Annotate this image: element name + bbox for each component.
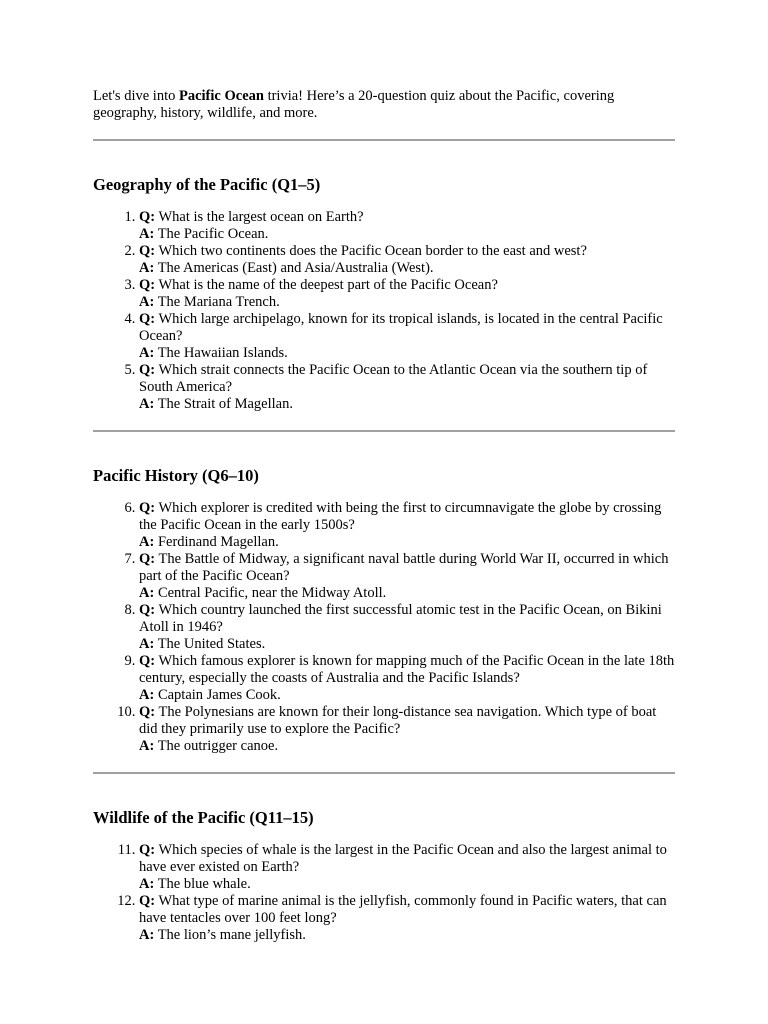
q-label: Q: — [139, 602, 156, 618]
question-line — [139, 362, 675, 396]
q-label: Q: — [139, 842, 156, 858]
divider — [93, 430, 675, 432]
question-text: The Polynesians are known for their long-distance sea navigation. Which type of boat did they primarily use to explore the Pacific? — [139, 704, 657, 737]
a-label: A: — [139, 345, 155, 361]
question-text: What is the largest ocean on Earth? — [158, 209, 364, 225]
question-text: Which explorer is credited with being the first to circumnavigate the globe by crossing the Pacific Ocean in the early 1500s? — [139, 500, 662, 533]
a-label: A: — [139, 585, 155, 601]
a-label: A: — [139, 687, 155, 703]
list-item — [139, 209, 675, 243]
question-text: Which famous explorer is known for mapping much of the Pacific Ocean in the late 18th century, especially the coasts of Australia and the Pacific Islands? — [139, 653, 675, 686]
answer-text: The blue whale. — [157, 876, 251, 892]
a-label: A: — [139, 636, 155, 652]
list-item — [139, 277, 675, 311]
q-label: Q: — [139, 277, 156, 293]
question-list — [93, 842, 675, 944]
question-text: Which species of whale is the largest in the Pacific Ocean and also the largest animal to have ever existed on Earth? — [139, 842, 667, 875]
answer-line — [139, 927, 675, 944]
a-label: A: — [139, 294, 155, 310]
divider — [93, 139, 675, 141]
answer-line — [139, 585, 675, 602]
question-list — [93, 500, 675, 755]
question-text: Which strait connects the Pacific Ocean to the Atlantic Ocean via the southern tip of South America? — [139, 362, 648, 395]
intro-bold: Pacific Ocean — [178, 88, 264, 104]
section-title: Wildlife of the Pacific (Q11–15) — [93, 808, 314, 827]
a-label: A: — [139, 260, 155, 276]
question-line — [139, 277, 675, 294]
question-text: Which large archipelago, known for its tropical islands, is located in the central Pacific Ocean? — [139, 311, 663, 344]
answer-line — [139, 876, 675, 893]
q-label: Q: — [139, 893, 156, 909]
answer-text: Captain James Cook. — [157, 687, 281, 703]
list-item — [139, 243, 675, 277]
question-line — [139, 500, 675, 534]
answer-text: Central Pacific, near the Midway Atoll. — [157, 585, 387, 601]
a-label: A: — [139, 396, 155, 412]
question-line — [139, 311, 675, 345]
list-item — [139, 362, 675, 413]
section-wildlife — [93, 808, 675, 944]
list-item — [139, 893, 675, 944]
list-item — [139, 500, 675, 551]
list-item — [139, 704, 675, 755]
question-text: What type of marine animal is the jellyfish, commonly found in Pacific waters, that can have tentacles over 100 feet long? — [139, 893, 667, 926]
intro-prefix: Let's dive into — [93, 88, 179, 104]
answer-text: The Hawaiian Islands. — [157, 345, 288, 361]
answer-line — [139, 738, 675, 755]
answer-text: The Pacific Ocean. — [157, 226, 269, 242]
answer-line — [139, 226, 675, 243]
answer-line — [139, 534, 675, 551]
answer-text: The Strait of Magellan. — [157, 396, 293, 412]
question-line — [139, 602, 675, 636]
answer-line — [139, 345, 675, 362]
question-text: Which two continents does the Pacific Ocean border to the east and west? — [158, 243, 587, 259]
answer-text: The Americas (East) and Asia/Australia (West). — [157, 260, 434, 276]
question-text: The Battle of Midway, a significant naval battle during World War II, occurred in which part of the Pacific Ocean? — [139, 551, 669, 584]
q-label: Q: — [139, 209, 156, 225]
q-label: Q: — [139, 551, 156, 567]
q-label: Q: — [139, 704, 156, 720]
section-geography — [93, 175, 675, 413]
section-title: Pacific History (Q6–10) — [93, 466, 259, 485]
answer-text: The United States. — [157, 636, 266, 652]
section-history — [93, 466, 675, 755]
list-item — [139, 842, 675, 893]
q-label: Q: — [139, 243, 156, 259]
answer-text: The lion’s mane jellyfish. — [157, 927, 306, 943]
list-item — [139, 311, 675, 362]
question-line — [139, 842, 675, 876]
answer-text: The Mariana Trench. — [157, 294, 280, 310]
divider — [93, 772, 675, 774]
question-list — [93, 209, 675, 413]
list-item — [139, 653, 675, 704]
section-title: Geography of the Pacific (Q1–5) — [93, 175, 321, 194]
answer-line — [139, 687, 675, 704]
question-line — [139, 243, 675, 260]
answer-line — [139, 396, 675, 413]
question-line — [139, 893, 675, 927]
list-item — [139, 602, 675, 653]
question-line — [139, 704, 675, 738]
a-label: A: — [139, 927, 155, 943]
intro-suffix: trivia! Here’s a 20-question quiz about the Pacific, covering geography, history, wildlife, and more. — [93, 88, 615, 121]
intro-paragraph — [93, 88, 675, 122]
q-label: Q: — [139, 311, 156, 327]
q-label: Q: — [139, 500, 156, 516]
answer-line — [139, 636, 675, 653]
question-line — [139, 653, 675, 687]
question-text: Which country launched the first successful atomic test in the Pacific Ocean, on Bikini Atoll in 1946? — [139, 602, 662, 635]
a-label: A: — [139, 226, 155, 242]
question-line — [139, 551, 675, 585]
a-label: A: — [139, 876, 155, 892]
question-line — [139, 209, 675, 226]
answer-text: Ferdinand Magellan. — [157, 534, 279, 550]
a-label: A: — [139, 738, 155, 754]
q-label: Q: — [139, 362, 156, 378]
answer-text: The outrigger canoe. — [157, 738, 279, 754]
answer-line — [139, 260, 675, 277]
a-label: A: — [139, 534, 155, 550]
question-text: What is the name of the deepest part of the Pacific Ocean? — [158, 277, 498, 293]
answer-line — [139, 294, 675, 311]
list-item — [139, 551, 675, 602]
q-label: Q: — [139, 653, 156, 669]
